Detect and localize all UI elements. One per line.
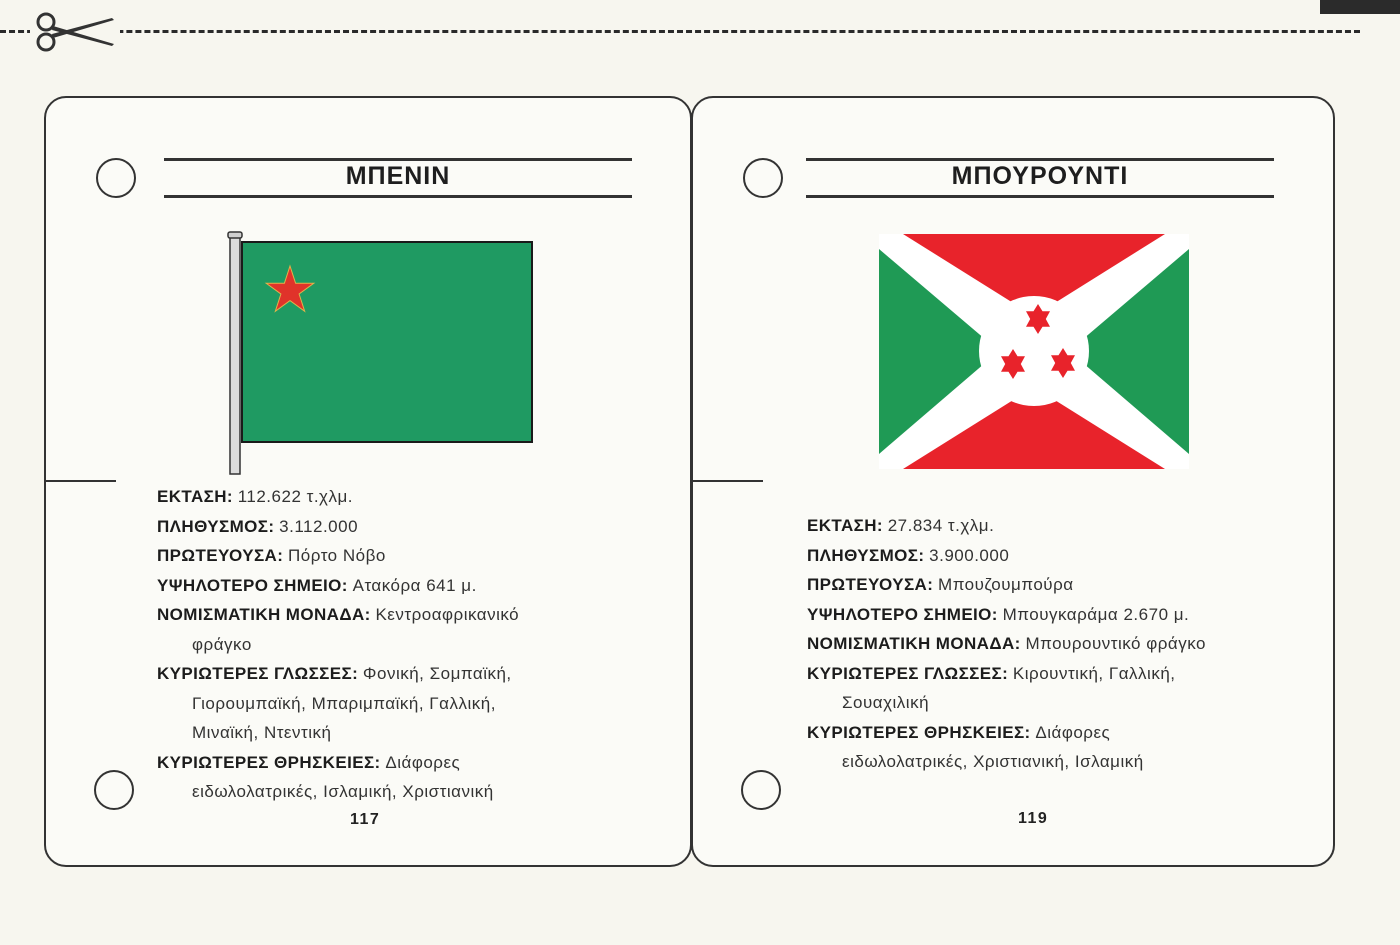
corner-mark <box>1320 0 1400 14</box>
fact-highest-point <box>807 600 1206 630</box>
fact-value: 3.900.000 <box>929 545 1010 565</box>
page-number: 117 <box>350 811 381 828</box>
fact-label: ΝΟΜΙΣΜΑΤΙΚΗ ΜΟΝΑΔΑ: <box>157 605 371 624</box>
punch-hole <box>741 770 781 810</box>
fact-label: ΕΚΤΑΣΗ: <box>807 516 883 535</box>
fact-label: ΚΥΡΙΩΤΕΡΕΣ ΘΡΗΣΚΕΙΕΣ: <box>157 752 381 772</box>
fact-value: Μπουζουμπούρα <box>938 575 1074 594</box>
fact-value: Πόρτο Νόβο <box>288 546 386 565</box>
flag-field <box>242 242 532 442</box>
fact-value-continued: Σουαχιλική <box>842 693 930 712</box>
flag-benin <box>224 228 544 478</box>
fold-tick <box>44 480 116 482</box>
fact-value: Ατακόρα 641 μ. <box>352 575 477 595</box>
fact-area <box>157 482 519 512</box>
fact-languages <box>157 659 519 689</box>
flagpole-cap <box>228 232 242 238</box>
fact-area <box>807 511 1206 541</box>
fact-value: 112.622 τ.χλμ. <box>237 487 353 506</box>
facts-list <box>807 511 1206 777</box>
fact-label: ΝΟΜΙΣΜΑΤΙΚΗ ΜΟΝΑΔΑ: <box>807 634 1021 653</box>
fact-value: Διάφορες <box>1035 722 1111 742</box>
fact-population <box>807 541 1206 571</box>
fact-population <box>157 512 519 542</box>
country-card-burundi <box>691 96 1335 867</box>
fact-value: Μπουγκαράμα 2.670 μ. <box>1002 604 1190 624</box>
fact-value-continued: Γιορουμπαϊκή, Μπαριμπαϊκή, Γαλλική, <box>192 693 496 713</box>
fact-label: ΚΥΡΙΩΤΕΡΕΣ ΘΡΗΣΚΕΙΕΣ: <box>807 722 1031 742</box>
punch-hole <box>94 770 134 810</box>
fact-label: ΚΥΡΙΩΤΕΡΕΣ ΓΛΩΣΣΕΣ: <box>807 663 1009 683</box>
fact-value: 27.834 τ.χλμ. <box>887 516 995 535</box>
punch-hole <box>96 158 136 198</box>
title-rule-bottom <box>164 195 632 198</box>
fact-value: Φονική, Σομπαϊκή, <box>362 664 512 683</box>
fact-languages <box>807 659 1206 689</box>
fact-label: ΚΥΡΙΩΤΕΡΕΣ ΓΛΩΣΣΕΣ: <box>157 664 359 683</box>
flag-burundi <box>879 234 1189 469</box>
fact-value: 3.112.000 <box>279 516 359 536</box>
fact-currency <box>807 629 1206 659</box>
fact-value-continued: φράγκο <box>192 634 252 654</box>
fact-value: Μπουρουντικό φράγκο <box>1025 634 1206 653</box>
cut-line <box>0 30 1360 33</box>
page-number: 119 <box>1018 810 1049 827</box>
fact-capital <box>807 570 1206 600</box>
fact-label: ΠΡΩΤΕΥΟΥΣΑ: <box>807 575 934 594</box>
title-rule-top <box>806 158 1274 161</box>
fact-value-continued: ειδωλολατρικές, Ισλαμική, Χριστιανική <box>192 782 494 801</box>
punch-hole <box>743 158 783 198</box>
fact-value: Κεντροαφρικανικό <box>375 605 520 624</box>
flagpole <box>230 234 240 474</box>
fact-value: Κιρουντική, Γαλλική, <box>1012 663 1176 683</box>
fact-label: ΥΨΗΛΟΤΕΡΟ ΣΗΜΕΙΟ: <box>807 604 998 624</box>
scissors-icon <box>30 8 120 56</box>
fact-religions <box>807 718 1206 748</box>
card-title: ΜΠΟΥΡΟΥΝΤΙ <box>951 162 1129 190</box>
fact-currency <box>157 600 519 630</box>
fact-label: ΠΡΩΤΕΥΟΥΣΑ: <box>157 546 284 565</box>
fold-tick <box>691 480 763 482</box>
fact-label: ΠΛΗΘΥΣΜΟΣ: <box>157 516 275 536</box>
fact-value: Διάφορες <box>385 752 461 772</box>
title-rule-top <box>164 158 632 161</box>
fact-label: ΥΨΗΛΟΤΕΡΟ ΣΗΜΕΙΟ: <box>157 575 348 595</box>
fact-highest-point <box>157 571 519 601</box>
fact-label: ΠΛΗΘΥΣΜΟΣ: <box>807 545 925 565</box>
title-rule-bottom <box>806 195 1274 198</box>
card-title: ΜΠΕΝΙΝ <box>345 162 451 190</box>
fact-value-continued: Μιναϊκή, Ντεντική <box>192 723 332 742</box>
fact-capital <box>157 541 519 571</box>
fact-label: ΕΚΤΑΣΗ: <box>157 487 233 506</box>
facts-list <box>157 482 519 807</box>
fact-value-continued: ειδωλολατρικές, Χριστιανική, Ισλαμική <box>842 752 1144 771</box>
fact-religions <box>157 748 519 778</box>
country-card-benin <box>44 96 692 867</box>
